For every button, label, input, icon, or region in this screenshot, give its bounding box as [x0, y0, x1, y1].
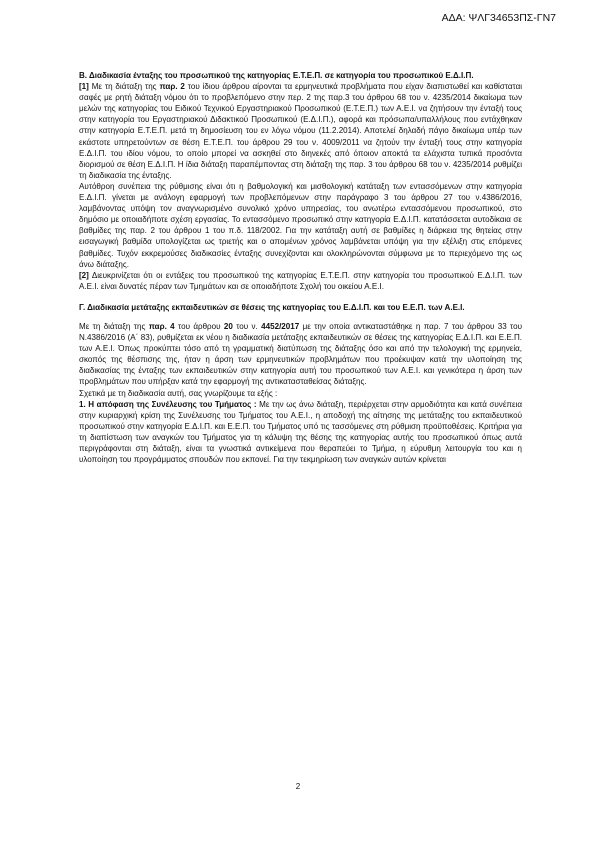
- text-run: του άρθρου: [174, 321, 224, 331]
- ada-code: ΑΔΑ: ΨΛΓ34653ΠΣ-ΓΝ7: [441, 12, 556, 24]
- text-run: Με τη διάταξη της: [88, 82, 160, 92]
- section-c-heading: Γ. Διαδικασία μετάταξης εκπαιδευτικών σε θέσεις της κατηγορίας του Ε.Δ.Ι.Π. και του Ε.Ε.Π. των Α.Ε.Ι.: [79, 302, 465, 312]
- text-run: του ν.: [232, 321, 262, 331]
- section-b-paragraph-3: [79, 270, 522, 292]
- section-c-paragraph-3: [79, 399, 522, 466]
- page-number: 2: [295, 782, 301, 791]
- section-b-paragraph-1: [79, 81, 522, 181]
- text-run: του ίδιου άρθρου αίρονται τα ερμηνευτικά προβλήματα που είχαν διαπιστωθεί και καθίσταται σαφές με ρητή διάταξη νόμου ότι το προβλεπόμενο στην περ. 2 της παρ.3 του άρθρου 68 του ν. 4235/2014 δικαίωμα των μελών της κατηγορίας του Ειδικού Τεχνικού Εργαστηριακού Προσωπικού (Ε.Τ.Ε.Π.) των Α.Ε.Ι. να ζητήσουν την ένταξή τους στην κατηγορία του Εργαστηριακού Διδακτικού Προσωπικού (Ε.Δ.Ι.Π.), αφορά και πρόσωπα/υπαλλήλους που εντάχθηκαν στην κατηγορία Ε.Τ.Ε.Π. μετά τη δημοσίευση του εν λόγω νόμου (11.2.2014). Αποτελεί δηλαδή πάγιο δικαίωμα υπέρ των εκάστοτε υπηρετούντων σε θέση Ε.Τ.Ε.Π. του άρθρου 29 του ν. 4009/2011 να ζητούν την ένταξή τους στην κατηγορία Ε.Δ.Ι.Π. του ιδίου νόμου, το οποίο μπορεί να ασκηθεί στο διηνεκές από όποιον αποκτά τα ελάχιστα τυπικά προσόντα διορισμού σε θέση Ε.Δ.Ι.Π. Η ίδια διάταξη παραπέμποντας στη διάταξη της παρ. 3 του άρθρου 68 του ν. 4235/2014 ρυθμίζει τη διαδικασία της ένταξης.: [79, 82, 523, 180]
- section-c-paragraph-1: [79, 321, 522, 388]
- text-run: Με την ως άνω διάταξη, περιέρχεται στην αρμοδιότητα και κατά συνέπεια στην κυριαρχική κρίση της Συνέλευσης του Τμήματος του Α.Ε.Ι., η αποδοχή της αίτησης της μετάταξης του εκπαιδευτικού προσωπικού στην κατηγορία Ε.Δ.Ι.Π. και Ε.Ε.Π. του Τμήματος υπό τις τασσόμενες στη ρύθμιση προϋποθέσεις. Κριτήρια για τη διαπίστωση των αναγκών του Τμήματος για τη κάλυψη της θέσης της κατηγορίας αυτής του προσωπικού όπως αυτά περιγράφονται στη διάταξη, είναι τα γνωστικά αντικείμενα που θεραπεύει το Τμήμα, η εύρυθμη λειτουργία του και η υλοποίηση του προγράμματος σπουδών που εκπονεί. Για την τεκμηρίωση των αναγκών αυτών κρίνεται: [79, 399, 522, 465]
- bold-run: παρ. 2: [159, 82, 185, 92]
- document-body: [79, 70, 522, 465]
- reference-marker: [2]: [79, 270, 89, 280]
- bold-run: παρ. 4: [148, 321, 175, 331]
- bold-run: 1. Η απόφαση της Συνέλευσης του Τμήματος :: [79, 399, 257, 409]
- text-run: με την οποία αντικαταστάθηκε η παρ. 7 του άρθρου 33 του Ν.4386/2016 (Α΄ 83), ρυθμίζεται εκ νέου η διαδικασία μετάταξης εκπαιδευτικών σε θέσεις της κατηγορίας Ε.Δ.Ι.Π. και Ε.Ε.Π. των Α.Ε.Ι. Όπως προκύπτει τόσο από τη γραμματική διατύπωση της διάταξης όσο και από την τελολογική της ερμηνεία, σκοπός της θέσπισης της, ήταν η άρση των ερμηνευτικών προβλημάτων που προέκυψαν κατά την υλοποίηση της διαδικασίας της ένταξης των εκπαιδευτικών στην κατηγορία αυτή του προσωπικού των Α.Ε.Ι. και γενικότερα η άρση των προβλημάτων που υπήρξαν κατά την εφαρμογή της αντικατασταθείσας διάταξης.: [79, 321, 522, 387]
- text-run: Με τη διάταξη της: [79, 321, 149, 331]
- text-run: Διευκρινίζεται ότι οι εντάξεις του προσωπικού της κατηγορίας Ε.Τ.Ε.Π. στην κατηγορία του προσωπικού Ε.Δ.Ι.Π. των Α.Ε.Ι. είναι δυνατές πέραν των Τμημάτων και σε οποιαδήποτε Σχολή του οικείου Α.Ε.Ι.: [79, 270, 522, 291]
- section-b-heading: Β. Διαδικασία ένταξης του προσωπικού της κατηγορίας Ε.Τ.Ε.Π. σε κατηγορία του προσωπικού Ε.Δ.Ι.Π.: [79, 71, 474, 80]
- section-c-paragraph-2: Σχετικά με τη διαδικασία αυτή, σας γνωρίζουμε τα εξής :: [79, 388, 278, 398]
- reference-marker: [1]: [79, 82, 89, 92]
- bold-run: 20: [223, 321, 233, 331]
- bold-run: 4452/2017: [261, 321, 300, 331]
- section-b-paragraph-2: Αυτόθροη συνέπεια της ρύθμισης είναι ότι η βαθμολογική και μισθολογική κατάταξη των εντασσόμενων στην κατηγορία Ε.Δ.Ι.Π. γίνεται με ανάλογη εφαρμογή των προβλεπόμενων στην παράγραφο 3 του άρθρου 27 του ν.4386/2016, λαμβάνοντας υπόψη τον αναγνωρισμένο συνολικό χρόνο υπηρεσίας, του ανωτέρω εντασσόμενου προσωπικού, στο δημόσιο με οποιαδήποτε σχέση εργασίας. Το εντασσόμενο προσωπικό στην κατηγορία Ε.Δ.Ι.Π. κατατάσσεται αυτοδίκαια σε βαθμίδες της παρ. 2 του άρθρου 1 του π.δ. 118/2002. Για την κατάταξη αυτή σε βαθμίδες η διάρκεια της θητείας στην εισαγωγική βαθμίδα υπολογίζεται ως τριετής και ο απομένων χρόνος λαμβάνεται υπόψη για την εξέλιξη στις επόμενες βαθμίδες. Τυχόν εκκρεμούσες διαδικασίες ένταξης συνεχίζονται και ολοκληρώνονται σύμφωνα με το περιεχόμενο της ως άνω διάταξης.: [79, 181, 522, 269]
